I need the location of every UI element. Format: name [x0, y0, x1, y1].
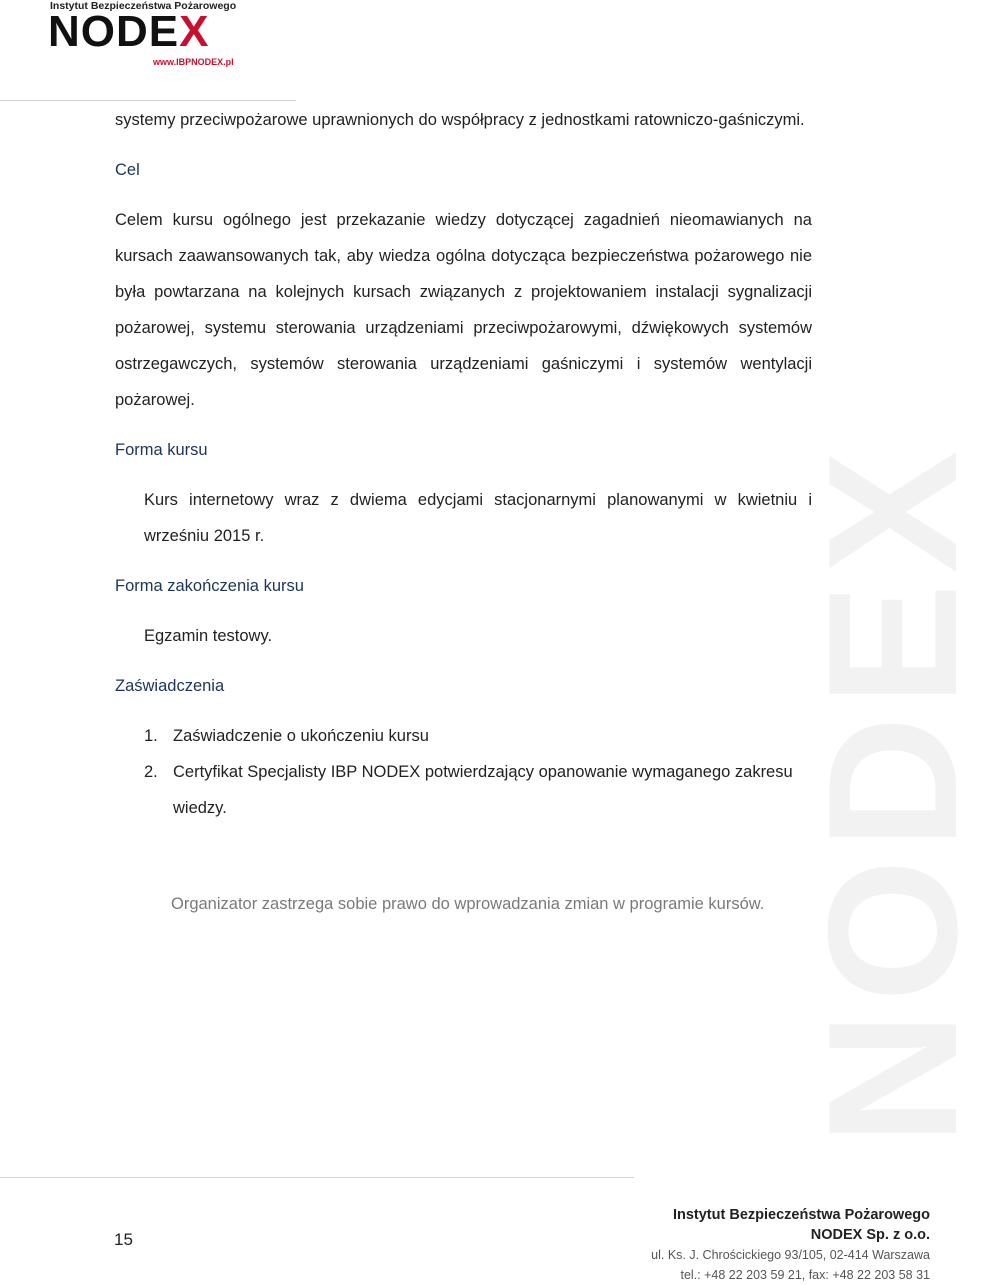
- goal-paragraph: Celem kursu ogólnego jest przekazanie wiedzy dotyczącej zagadnień nieomawianych na kursach zaawansowanych tak, aby wiedza ogólna dotycząca bezpieczeństwa pożarowego nie była powtarzana na kolejnych kursach związanych z projektowaniem instalacji sygnalizacji pożarowej, systemu sterowania urządzeniami przeciwpożarowymi, dźwiękowych systemów ostrzegawczych, systemów sterowania urządzeniami gaśniczymi i systemów wentylacji pożarowej.: [115, 211, 812, 409]
- completion-paragraph: Egzamin testowy.: [144, 627, 273, 645]
- list-item-number: 1.: [144, 727, 158, 745]
- list-item-text: Zaświadczenie o ukończeniu kursu: [173, 727, 429, 745]
- logo-institute-name: Instytut Bezpieczeństwa Pożarowego: [50, 0, 237, 12]
- nodex-logo: [48, 0, 238, 70]
- logo-url: www.IBPNODEX.pl: [153, 57, 234, 67]
- list-item-number: 2.: [144, 763, 158, 781]
- list-item: [144, 718, 812, 754]
- list-item: [144, 754, 812, 826]
- completion-heading: Forma zakończenia kursu: [115, 577, 304, 595]
- certificates-list: [115, 718, 812, 826]
- list-item-text: Certyfikat Specjalisty IBP NODEX potwierdzający opanowanie wymaganego zakresu wiedzy.: [173, 763, 793, 817]
- logo-brand-main: NODE: [48, 7, 180, 56]
- form-heading: Forma kursu: [115, 441, 208, 459]
- footer-company: NODEX Sp. z o.o.: [810, 1227, 930, 1243]
- nodex-watermark: NODEX: [789, 440, 995, 1145]
- organizer-note: Organizator zastrzega sobie prawo do wprowadzania zmian w programie kursów.: [171, 895, 765, 913]
- form-paragraph: Kurs internetowy wraz z dwiema edycjami stacjonarnymi planowanymi w kwietniu i wrześniu 2015 r.: [144, 491, 812, 545]
- footer-divider: [0, 1177, 634, 1178]
- footer-phone: tel.: +48 22 203 59 21, fax: +48 22 203 58 31: [680, 1268, 930, 1282]
- intro-paragraph: systemy przeciwpożarowe uprawnionych do współpracy z jednostkami ratowniczo-gaśniczymi.: [115, 111, 805, 129]
- certificates-heading: Zaświadczenia: [115, 677, 225, 695]
- logo-brand: [48, 7, 210, 56]
- page-number: 15: [114, 1230, 133, 1249]
- page-content: [115, 102, 812, 922]
- footer-street: ul. Ks. J. Chrościckiego 93/105, 02-414 Warszawa: [651, 1248, 930, 1262]
- logo-brand-x: X: [179, 7, 210, 56]
- goal-heading: Cel: [115, 161, 140, 179]
- footer-address: [651, 1205, 930, 1285]
- footer-institute: Instytut Bezpieczeństwa Pożarowego: [672, 1207, 930, 1223]
- header-divider: [0, 100, 296, 101]
